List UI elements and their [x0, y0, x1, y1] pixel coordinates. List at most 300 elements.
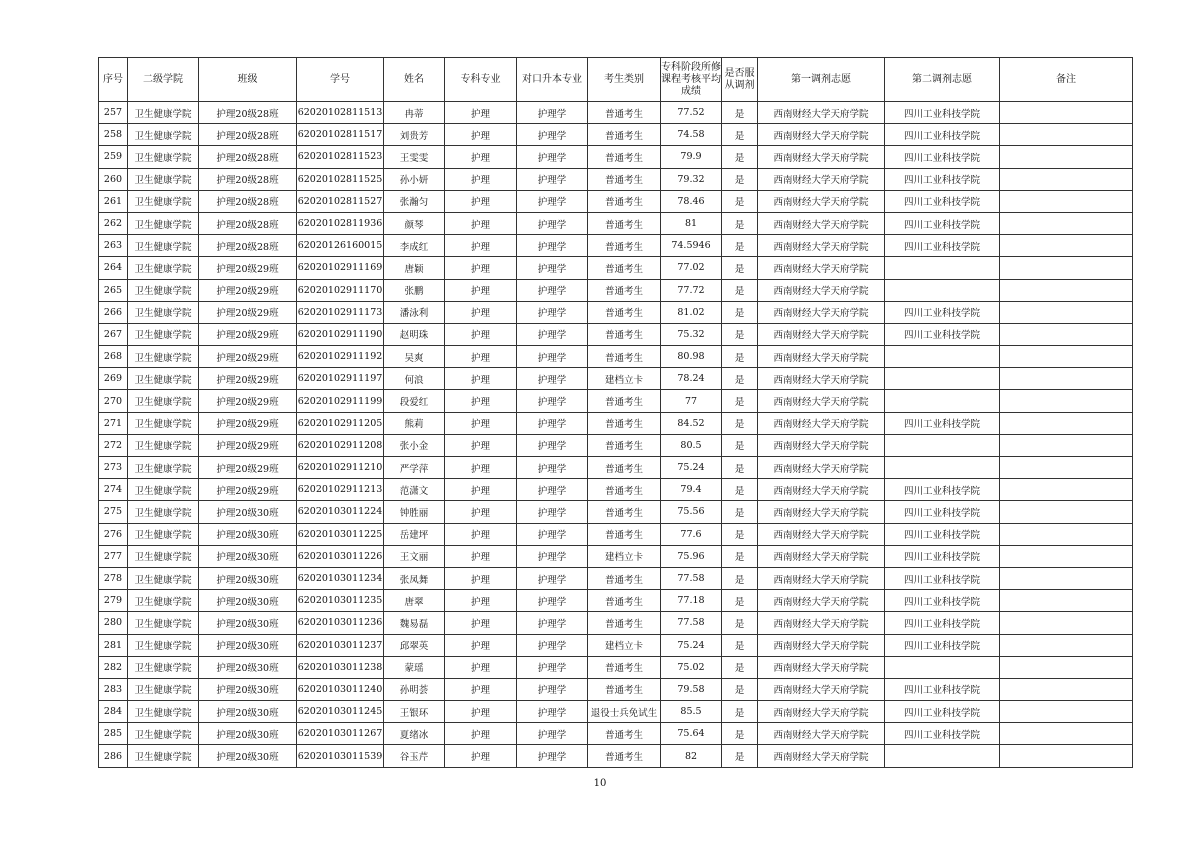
table-row	[99, 146, 1133, 168]
cell-col-accept-adjust: 是	[722, 102, 758, 124]
cell-col-index: 276	[99, 523, 128, 545]
cell-col-first-choice: 西南财经大学天府学院	[758, 501, 885, 523]
cell-col-index: 267	[99, 323, 128, 345]
cell-col-accept-adjust: 是	[722, 301, 758, 323]
cell-col-first-choice: 西南财经大学天府学院	[758, 168, 885, 190]
cell-col-first-choice: 西南财经大学天府学院	[758, 301, 885, 323]
cell-col-major: 护理	[445, 235, 517, 257]
cell-col-college: 卫生健康学院	[128, 678, 199, 700]
table-row	[99, 190, 1133, 212]
cell-col-major: 护理	[445, 590, 517, 612]
cell-col-second-choice: 四川工业科技学院	[885, 146, 1000, 168]
cell-col-index: 279	[99, 590, 128, 612]
cell-col-accept-adjust: 是	[722, 523, 758, 545]
cell-col-avg-score: 75.02	[661, 656, 722, 678]
cell-col-first-choice: 西南财经大学天府学院	[758, 612, 885, 634]
cell-col-remarks	[1000, 323, 1133, 345]
cell-col-name: 钟胜丽	[384, 501, 445, 523]
cell-col-remarks	[1000, 545, 1133, 567]
header-col-student-id: 学号	[297, 58, 384, 102]
cell-col-second-choice: 四川工业科技学院	[885, 102, 1000, 124]
cell-col-college: 卫生健康学院	[128, 634, 199, 656]
cell-col-index: 272	[99, 434, 128, 456]
header-col-target-major: 对口升本专业	[517, 58, 588, 102]
cell-col-category: 普通考生	[588, 745, 661, 767]
cell-col-class: 护理20级30班	[199, 501, 297, 523]
cell-col-accept-adjust: 是	[722, 124, 758, 146]
cell-col-accept-adjust: 是	[722, 412, 758, 434]
cell-col-college: 卫生健康学院	[128, 235, 199, 257]
cell-col-name: 李成红	[384, 235, 445, 257]
cell-col-category: 普通考生	[588, 479, 661, 501]
cell-col-avg-score: 79.58	[661, 678, 722, 700]
cell-col-first-choice: 西南财经大学天府学院	[758, 479, 885, 501]
cell-col-target-major: 护理学	[517, 634, 588, 656]
cell-col-college: 卫生健康学院	[128, 501, 199, 523]
cell-col-second-choice: 四川工业科技学院	[885, 124, 1000, 146]
cell-col-index: 277	[99, 545, 128, 567]
cell-col-target-major: 护理学	[517, 745, 588, 767]
table-row	[99, 567, 1133, 589]
cell-col-first-choice: 西南财经大学天府学院	[758, 146, 885, 168]
cell-col-major: 护理	[445, 567, 517, 589]
cell-col-major: 护理	[445, 545, 517, 567]
cell-col-index: 285	[99, 723, 128, 745]
header-col-name: 姓名	[384, 58, 445, 102]
cell-col-avg-score: 82	[661, 745, 722, 767]
cell-col-category: 普通考生	[588, 301, 661, 323]
cell-col-college: 卫生健康学院	[128, 146, 199, 168]
cell-col-first-choice: 西南财经大学天府学院	[758, 545, 885, 567]
cell-col-major: 护理	[445, 723, 517, 745]
cell-col-target-major: 护理学	[517, 434, 588, 456]
cell-col-first-choice: 西南财经大学天府学院	[758, 257, 885, 279]
cell-col-college: 卫生健康学院	[128, 412, 199, 434]
cell-col-avg-score: 75.56	[661, 501, 722, 523]
cell-col-class: 护理20级30班	[199, 723, 297, 745]
cell-col-first-choice: 西南财经大学天府学院	[758, 567, 885, 589]
cell-col-name: 王银环	[384, 701, 445, 723]
cell-col-remarks	[1000, 257, 1133, 279]
table-row	[99, 545, 1133, 567]
cell-col-accept-adjust: 是	[722, 190, 758, 212]
cell-col-avg-score: 79.4	[661, 479, 722, 501]
cell-col-name: 邱翠英	[384, 634, 445, 656]
cell-col-student-id: 62020102911169	[297, 257, 384, 279]
cell-col-target-major: 护理学	[517, 723, 588, 745]
cell-col-first-choice: 西南财经大学天府学院	[758, 323, 885, 345]
cell-col-second-choice: 四川工业科技学院	[885, 545, 1000, 567]
cell-col-avg-score: 81	[661, 212, 722, 234]
cell-col-avg-score: 77.58	[661, 612, 722, 634]
cell-col-avg-score: 77.52	[661, 102, 722, 124]
cell-col-accept-adjust: 是	[722, 390, 758, 412]
cell-col-index: 284	[99, 701, 128, 723]
cell-col-category: 普通考生	[588, 567, 661, 589]
cell-col-first-choice: 西南财经大学天府学院	[758, 190, 885, 212]
cell-col-target-major: 护理学	[517, 567, 588, 589]
cell-col-second-choice	[885, 368, 1000, 390]
cell-col-name: 赵明珠	[384, 323, 445, 345]
cell-col-first-choice: 西南财经大学天府学院	[758, 745, 885, 767]
cell-col-target-major: 护理学	[517, 590, 588, 612]
cell-col-category: 普通考生	[588, 257, 661, 279]
cell-col-major: 护理	[445, 168, 517, 190]
table-body	[99, 102, 1133, 768]
cell-col-class: 护理20级30班	[199, 678, 297, 700]
table-row	[99, 434, 1133, 456]
cell-col-class: 护理20级29班	[199, 390, 297, 412]
cell-col-category: 普通考生	[588, 212, 661, 234]
cell-col-target-major: 护理学	[517, 368, 588, 390]
cell-col-name: 魏易磊	[384, 612, 445, 634]
cell-col-first-choice: 西南财经大学天府学院	[758, 212, 885, 234]
cell-col-name: 夏绪冰	[384, 723, 445, 745]
cell-col-remarks	[1000, 634, 1133, 656]
cell-col-name: 王雯雯	[384, 146, 445, 168]
cell-col-accept-adjust: 是	[722, 612, 758, 634]
cell-col-target-major: 护理学	[517, 612, 588, 634]
table-row	[99, 124, 1133, 146]
cell-col-accept-adjust: 是	[722, 146, 758, 168]
cell-col-avg-score: 84.52	[661, 412, 722, 434]
cell-col-index: 270	[99, 390, 128, 412]
cell-col-major: 护理	[445, 457, 517, 479]
cell-col-target-major: 护理学	[517, 257, 588, 279]
cell-col-first-choice: 西南财经大学天府学院	[758, 590, 885, 612]
cell-col-index: 280	[99, 612, 128, 634]
table-row	[99, 235, 1133, 257]
cell-col-avg-score: 75.24	[661, 634, 722, 656]
header-col-class: 班级	[199, 58, 297, 102]
header-col-index: 序号	[99, 58, 128, 102]
cell-col-second-choice: 四川工业科技学院	[885, 523, 1000, 545]
table-row	[99, 412, 1133, 434]
cell-col-class: 护理20级29班	[199, 434, 297, 456]
cell-col-student-id: 62020103011235	[297, 590, 384, 612]
cell-col-major: 护理	[445, 257, 517, 279]
cell-col-category: 普通考生	[588, 124, 661, 146]
cell-col-class: 护理20级28班	[199, 124, 297, 146]
cell-col-major: 护理	[445, 279, 517, 301]
table-row	[99, 346, 1133, 368]
cell-col-student-id: 62020102811523	[297, 146, 384, 168]
cell-col-college: 卫生健康学院	[128, 257, 199, 279]
cell-col-student-id: 62020102811527	[297, 190, 384, 212]
cell-col-college: 卫生健康学院	[128, 745, 199, 767]
cell-col-accept-adjust: 是	[722, 723, 758, 745]
cell-col-first-choice: 西南财经大学天府学院	[758, 434, 885, 456]
cell-col-college: 卫生健康学院	[128, 346, 199, 368]
cell-col-second-choice	[885, 257, 1000, 279]
cell-col-category: 建档立卡	[588, 545, 661, 567]
cell-col-avg-score: 75.24	[661, 457, 722, 479]
cell-col-first-choice: 西南财经大学天府学院	[758, 412, 885, 434]
cell-col-accept-adjust: 是	[722, 323, 758, 345]
cell-col-major: 护理	[445, 323, 517, 345]
cell-col-name: 范潇文	[384, 479, 445, 501]
cell-col-index: 257	[99, 102, 128, 124]
cell-col-category: 普通考生	[588, 434, 661, 456]
header-col-remarks: 备注	[1000, 58, 1133, 102]
header-col-second-choice: 第二调剂志愿	[885, 58, 1000, 102]
cell-col-college: 卫生健康学院	[128, 368, 199, 390]
cell-col-index: 260	[99, 168, 128, 190]
cell-col-category: 普通考生	[588, 168, 661, 190]
cell-col-avg-score: 85.5	[661, 701, 722, 723]
cell-col-student-id: 62020103011237	[297, 634, 384, 656]
cell-col-student-id: 62020102911173	[297, 301, 384, 323]
header-col-avg-score: 专科阶段所修课程考核平均成绩	[661, 58, 722, 102]
cell-col-accept-adjust: 是	[722, 501, 758, 523]
cell-col-second-choice	[885, 279, 1000, 301]
cell-col-college: 卫生健康学院	[128, 301, 199, 323]
cell-col-accept-adjust: 是	[722, 257, 758, 279]
table-row	[99, 102, 1133, 124]
cell-col-accept-adjust: 是	[722, 235, 758, 257]
cell-col-accept-adjust: 是	[722, 168, 758, 190]
cell-col-class: 护理20级28班	[199, 146, 297, 168]
cell-col-category: 普通考生	[588, 678, 661, 700]
page-number: 10	[593, 778, 607, 789]
cell-col-target-major: 护理学	[517, 102, 588, 124]
cell-col-category: 退役士兵免试生	[588, 701, 661, 723]
cell-col-second-choice	[885, 457, 1000, 479]
cell-col-target-major: 护理学	[517, 701, 588, 723]
cell-col-index: 271	[99, 412, 128, 434]
cell-col-student-id: 62020102911210	[297, 457, 384, 479]
cell-col-category: 建档立卡	[588, 634, 661, 656]
header-col-first-choice: 第一调剂志愿	[758, 58, 885, 102]
cell-col-first-choice: 西南财经大学天府学院	[758, 390, 885, 412]
cell-col-name: 张小金	[384, 434, 445, 456]
cell-col-target-major: 护理学	[517, 168, 588, 190]
cell-col-first-choice: 西南财经大学天府学院	[758, 701, 885, 723]
cell-col-index: 261	[99, 190, 128, 212]
cell-col-major: 护理	[445, 745, 517, 767]
table-row	[99, 701, 1133, 723]
cell-col-college: 卫生健康学院	[128, 124, 199, 146]
cell-col-index: 268	[99, 346, 128, 368]
cell-col-college: 卫生健康学院	[128, 701, 199, 723]
cell-col-class: 护理20级30班	[199, 590, 297, 612]
cell-col-remarks	[1000, 479, 1133, 501]
cell-col-class: 护理20级29班	[199, 479, 297, 501]
cell-col-avg-score: 74.5946	[661, 235, 722, 257]
cell-col-index: 263	[99, 235, 128, 257]
cell-col-student-id: 62020103011236	[297, 612, 384, 634]
table-row	[99, 723, 1133, 745]
cell-col-name: 孙小妍	[384, 168, 445, 190]
cell-col-category: 普通考生	[588, 523, 661, 545]
cell-col-avg-score: 79.32	[661, 168, 722, 190]
cell-col-student-id: 62020103011267	[297, 723, 384, 745]
cell-col-accept-adjust: 是	[722, 567, 758, 589]
cell-col-first-choice: 西南财经大学天府学院	[758, 678, 885, 700]
cell-col-major: 护理	[445, 612, 517, 634]
cell-col-second-choice: 四川工业科技学院	[885, 168, 1000, 190]
table-row	[99, 501, 1133, 523]
cell-col-class: 护理20级30班	[199, 612, 297, 634]
cell-col-target-major: 护理学	[517, 146, 588, 168]
cell-col-name: 蒙瑶	[384, 656, 445, 678]
table-row	[99, 612, 1133, 634]
cell-col-category: 普通考生	[588, 235, 661, 257]
cell-col-class: 护理20级29班	[199, 412, 297, 434]
cell-col-second-choice: 四川工业科技学院	[885, 412, 1000, 434]
cell-col-name: 何浪	[384, 368, 445, 390]
cell-col-student-id: 62020103011240	[297, 678, 384, 700]
cell-col-remarks	[1000, 168, 1133, 190]
cell-col-class: 护理20级30班	[199, 634, 297, 656]
cell-col-category: 普通考生	[588, 323, 661, 345]
cell-col-accept-adjust: 是	[722, 368, 758, 390]
cell-col-college: 卫生健康学院	[128, 567, 199, 589]
cell-col-major: 护理	[445, 368, 517, 390]
cell-col-target-major: 护理学	[517, 523, 588, 545]
cell-col-second-choice	[885, 390, 1000, 412]
cell-col-avg-score: 78.46	[661, 190, 722, 212]
cell-col-first-choice: 西南财经大学天府学院	[758, 279, 885, 301]
cell-col-class: 护理20级30班	[199, 656, 297, 678]
table-row	[99, 212, 1133, 234]
cell-col-index: 281	[99, 634, 128, 656]
cell-col-student-id: 62020102811513	[297, 102, 384, 124]
cell-col-major: 护理	[445, 124, 517, 146]
cell-col-name: 吴爽	[384, 346, 445, 368]
cell-col-name: 王文丽	[384, 545, 445, 567]
cell-col-accept-adjust: 是	[722, 279, 758, 301]
cell-col-first-choice: 西南财经大学天府学院	[758, 368, 885, 390]
cell-col-index: 282	[99, 656, 128, 678]
cell-col-target-major: 护理学	[517, 545, 588, 567]
cell-col-target-major: 护理学	[517, 479, 588, 501]
cell-col-major: 护理	[445, 523, 517, 545]
cell-col-second-choice: 四川工业科技学院	[885, 701, 1000, 723]
header-col-accept-adjust: 是否服从调剂	[722, 58, 758, 102]
cell-col-remarks	[1000, 279, 1133, 301]
cell-col-remarks	[1000, 124, 1133, 146]
cell-col-index: 273	[99, 457, 128, 479]
cell-col-category: 普通考生	[588, 656, 661, 678]
cell-col-target-major: 护理学	[517, 501, 588, 523]
cell-col-remarks	[1000, 745, 1133, 767]
cell-col-target-major: 护理学	[517, 235, 588, 257]
cell-col-category: 普通考生	[588, 612, 661, 634]
cell-col-name: 熊莉	[384, 412, 445, 434]
cell-col-second-choice: 四川工业科技学院	[885, 590, 1000, 612]
cell-col-student-id: 62020102911199	[297, 390, 384, 412]
cell-col-category: 普通考生	[588, 390, 661, 412]
cell-col-name: 孙明荟	[384, 678, 445, 700]
cell-col-name: 段爱红	[384, 390, 445, 412]
cell-col-accept-adjust: 是	[722, 479, 758, 501]
header-col-major: 专科专业	[445, 58, 517, 102]
cell-col-accept-adjust: 是	[722, 346, 758, 368]
cell-col-college: 卫生健康学院	[128, 523, 199, 545]
cell-col-major: 护理	[445, 634, 517, 656]
cell-col-class: 护理20级29班	[199, 457, 297, 479]
cell-col-index: 259	[99, 146, 128, 168]
cell-col-avg-score: 75.64	[661, 723, 722, 745]
cell-col-student-id: 62020103011234	[297, 567, 384, 589]
cell-col-student-id: 62020103011245	[297, 701, 384, 723]
table-row	[99, 457, 1133, 479]
cell-col-second-choice: 四川工业科技学院	[885, 612, 1000, 634]
cell-col-index: 262	[99, 212, 128, 234]
cell-col-target-major: 护理学	[517, 346, 588, 368]
cell-col-remarks	[1000, 412, 1133, 434]
cell-col-avg-score: 77.02	[661, 257, 722, 279]
cell-col-class: 护理20级29班	[199, 279, 297, 301]
cell-col-major: 护理	[445, 434, 517, 456]
cell-col-avg-score: 81.02	[661, 301, 722, 323]
cell-col-remarks	[1000, 212, 1133, 234]
cell-col-college: 卫生健康学院	[128, 545, 199, 567]
cell-col-second-choice: 四川工业科技学院	[885, 501, 1000, 523]
cell-col-category: 普通考生	[588, 457, 661, 479]
cell-col-avg-score: 79.9	[661, 146, 722, 168]
cell-col-student-id: 62020126160015	[297, 235, 384, 257]
cell-col-major: 护理	[445, 102, 517, 124]
cell-col-accept-adjust: 是	[722, 745, 758, 767]
cell-col-student-id: 62020102811517	[297, 124, 384, 146]
cell-col-target-major: 护理学	[517, 190, 588, 212]
cell-col-second-choice: 四川工业科技学院	[885, 212, 1000, 234]
table-row	[99, 745, 1133, 767]
cell-col-student-id: 62020103011225	[297, 523, 384, 545]
table-row	[99, 656, 1133, 678]
cell-col-second-choice: 四川工业科技学院	[885, 235, 1000, 257]
cell-col-class: 护理20级30班	[199, 567, 297, 589]
cell-col-name: 严学萍	[384, 457, 445, 479]
cell-col-category: 普通考生	[588, 590, 661, 612]
cell-col-major: 护理	[445, 301, 517, 323]
cell-col-student-id: 62020103011224	[297, 501, 384, 523]
cell-col-first-choice: 西南财经大学天府学院	[758, 235, 885, 257]
cell-col-avg-score: 78.24	[661, 368, 722, 390]
cell-col-target-major: 护理学	[517, 656, 588, 678]
cell-col-name: 潘泳利	[384, 301, 445, 323]
cell-col-index: 265	[99, 279, 128, 301]
cell-col-avg-score: 80.5	[661, 434, 722, 456]
cell-col-name: 刘贵芳	[384, 124, 445, 146]
cell-col-class: 护理20级28班	[199, 190, 297, 212]
cell-col-index: 278	[99, 567, 128, 589]
cell-col-student-id: 62020102911197	[297, 368, 384, 390]
cell-col-remarks	[1000, 678, 1133, 700]
cell-col-avg-score: 77	[661, 390, 722, 412]
cell-col-remarks	[1000, 434, 1133, 456]
table-row	[99, 168, 1133, 190]
cell-col-target-major: 护理学	[517, 212, 588, 234]
cell-col-class: 护理20级29班	[199, 368, 297, 390]
cell-col-name: 颜琴	[384, 212, 445, 234]
cell-col-target-major: 护理学	[517, 412, 588, 434]
cell-col-student-id: 62020102911208	[297, 434, 384, 456]
cell-col-remarks	[1000, 501, 1133, 523]
cell-col-student-id: 62020103011226	[297, 545, 384, 567]
cell-col-accept-adjust: 是	[722, 634, 758, 656]
table-row	[99, 590, 1133, 612]
cell-col-college: 卫生健康学院	[128, 479, 199, 501]
cell-col-second-choice: 四川工业科技学院	[885, 634, 1000, 656]
cell-col-avg-score: 75.96	[661, 545, 722, 567]
table-row	[99, 257, 1133, 279]
cell-col-remarks	[1000, 523, 1133, 545]
cell-col-category: 普通考生	[588, 412, 661, 434]
cell-col-remarks	[1000, 701, 1133, 723]
